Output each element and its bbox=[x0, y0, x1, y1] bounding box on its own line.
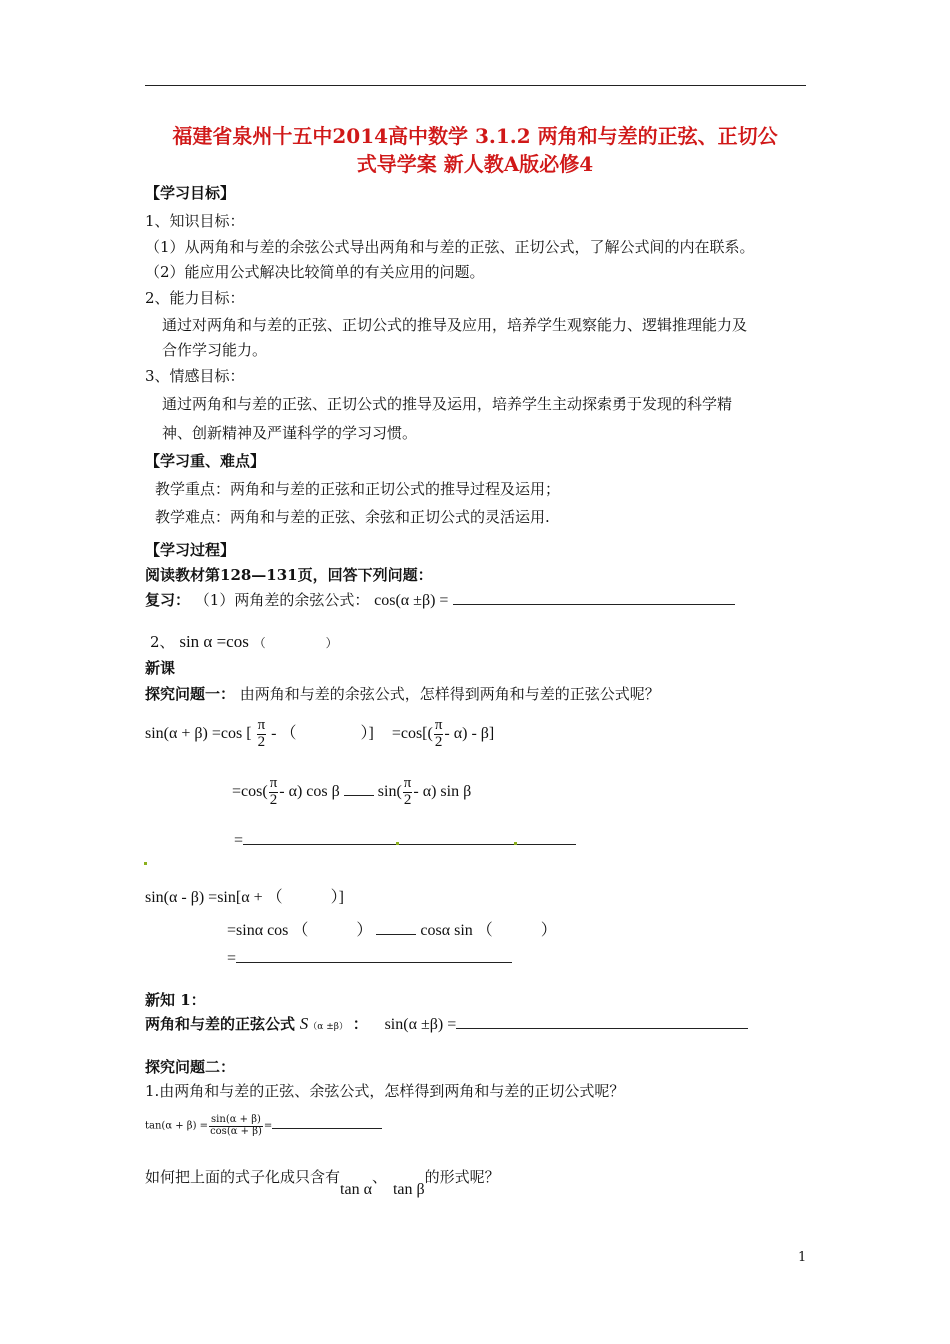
question-sep: 、 bbox=[371, 1168, 387, 1186]
eq1-frac bbox=[257, 718, 267, 751]
eq6-blank[interactable] bbox=[236, 948, 512, 963]
sine-formula-expr: sin(α ±β) = bbox=[384, 1016, 457, 1033]
eq1-two-2: 2 bbox=[434, 733, 443, 750]
eq1 bbox=[145, 718, 494, 751]
process-heading: 【学习过程】 bbox=[145, 541, 236, 559]
title-line-1: 福建省泉州十五中2014高中数学 3.1.2 两角和与差的正弦、正切公 bbox=[172, 124, 778, 148]
review-formula2-paren: （ ） bbox=[253, 636, 338, 650]
goal3-text-line1: 通过两角和与差的正弦、正切公式的推导及运用，培养学生主动探索勇于发现的科学精 bbox=[162, 395, 733, 413]
eq1-pi-2: π bbox=[434, 717, 443, 733]
tan-formula bbox=[145, 1115, 382, 1137]
artifact-dot bbox=[396, 842, 399, 845]
eq2-two-2: 2 bbox=[403, 791, 412, 808]
question-text-a: 如何把上面的式子化成只含有 bbox=[145, 1168, 341, 1186]
eq5 bbox=[227, 920, 557, 940]
eq1-rhs-end: - α) - β] bbox=[444, 724, 495, 742]
title-line-2: 式导学案 新人教A版必修4 bbox=[356, 152, 594, 176]
tan-eq: = bbox=[263, 1120, 273, 1132]
eq2-pi: π bbox=[269, 775, 278, 791]
eq2 bbox=[232, 776, 471, 809]
eq1-lhs: sin(α + β) =cos bbox=[145, 724, 243, 742]
tan-num: sin(α + β) bbox=[211, 1114, 261, 1125]
review-blank1[interactable] bbox=[453, 590, 735, 605]
goal1-item2: （2）能应用公式解决比较简单的有关应用的问题。 bbox=[145, 263, 485, 281]
goal2-text-line2: 合作学习能力。 bbox=[162, 341, 268, 359]
sine-formula-colon: ： bbox=[352, 1015, 368, 1033]
reading-task: 阅读教材第128—131页，回答下列问题： bbox=[145, 566, 433, 584]
tan-frac bbox=[209, 1115, 263, 1137]
eq1-rhs-start: =cos[( bbox=[391, 724, 433, 742]
goal3-text-line2: 神、创新精神及严谨科学的学习习惯。 bbox=[162, 424, 418, 442]
eq1-bracket: [ bbox=[246, 724, 252, 742]
eq2-frac bbox=[269, 776, 279, 809]
review-item1: （1）两角差的余弦公式： bbox=[194, 591, 370, 609]
page-number: 1 bbox=[798, 1250, 807, 1265]
explore2-label: 探究问题二： bbox=[145, 1058, 236, 1076]
artifact-dot bbox=[144, 862, 147, 865]
eq2-blank[interactable] bbox=[344, 781, 374, 796]
tan-blank[interactable] bbox=[272, 1118, 382, 1129]
sine-formula-sub: （α ±β） bbox=[308, 1022, 348, 1032]
eq4: sin(α - β) =sin[α + （ ）] bbox=[145, 889, 344, 906]
eq5-a: =sinα cos （ ） bbox=[227, 922, 373, 939]
eq2-end: - α) sin β bbox=[413, 782, 472, 800]
goal1-heading: 1、知识目标： bbox=[145, 212, 245, 230]
eq1-frac-2 bbox=[434, 718, 444, 751]
eq6-start: = bbox=[227, 950, 237, 967]
eq2-pi-2: π bbox=[403, 775, 412, 791]
goal2-text-line1: 通过对两角和与差的正弦、正切公式的推导及应用，培养学生观察能力、逻辑推理能力及 bbox=[162, 316, 748, 334]
eq1-two: 2 bbox=[257, 733, 266, 750]
review-item2-line bbox=[150, 632, 338, 652]
explore2-q1: 1.由两角和与差的正弦、余弦公式，怎样得到两角和与差的正切公式呢？ bbox=[145, 1082, 625, 1100]
eq5-b: cosα sin （ ） bbox=[420, 922, 557, 939]
difficult-point: 教学难点：两角和与差的正弦、余弦和正切公式的灵活运用. bbox=[155, 508, 550, 526]
review-label: 复习： bbox=[145, 591, 191, 609]
sine-formula-blank[interactable] bbox=[456, 1014, 748, 1029]
goals-heading: 【学习目标】 bbox=[145, 184, 236, 202]
new-lesson: 新课 bbox=[145, 659, 176, 677]
review-line bbox=[145, 590, 735, 610]
eq3 bbox=[234, 830, 576, 850]
question-tan-b: tan β bbox=[392, 1181, 425, 1198]
goal2-heading: 2、能力目标： bbox=[145, 289, 245, 307]
eq1-pi: π bbox=[257, 717, 266, 733]
tan-lhs: tan(α + β) = bbox=[145, 1120, 209, 1132]
key-heading: 【学习重、难点】 bbox=[145, 452, 266, 470]
eq5-blank[interactable] bbox=[376, 920, 416, 935]
sine-formula-label: 两角和与差的正弦公式 bbox=[145, 1015, 296, 1033]
key-point: 教学重点：两角和与差的正弦和正切公式的推导过程及运用； bbox=[155, 480, 561, 498]
eq2-frac-2 bbox=[403, 776, 413, 809]
eq2-two: 2 bbox=[269, 791, 278, 808]
review-formula1: cos(α ±β) = bbox=[374, 592, 449, 609]
question-line bbox=[145, 1168, 500, 1198]
explore1-line bbox=[145, 685, 660, 703]
artifact-dot bbox=[514, 842, 517, 845]
tan-den: cos(α + β) bbox=[210, 1125, 262, 1137]
header-rule bbox=[145, 85, 806, 86]
eq6 bbox=[227, 948, 512, 968]
sine-formula-symbol: S bbox=[299, 1014, 309, 1033]
explore1-label: 探究问题一： bbox=[145, 685, 236, 703]
review-item2-num: 2、 bbox=[150, 633, 175, 651]
question-tan-a: tan α bbox=[340, 1181, 372, 1198]
goal3-heading: 3、情感目标： bbox=[145, 367, 245, 385]
eq3-blank[interactable] bbox=[243, 830, 576, 845]
explore1-text: 由两角和与差的余弦公式，怎样得到两角和与差的正弦公式呢？ bbox=[239, 685, 660, 703]
review-formula2: sin α =cos bbox=[179, 632, 249, 651]
sine-formula-line bbox=[145, 1014, 748, 1034]
goal1-item1: （1）从两角和与差的余弦公式导出两角和与差的正弦、正切公式，了解公式间的内在联系。 bbox=[145, 238, 755, 256]
new-knowledge-1: 新知 1： bbox=[145, 991, 206, 1009]
eq2-sin: sin( bbox=[377, 782, 402, 800]
question-text-b: 的形式呢？ bbox=[424, 1168, 500, 1186]
eq1-minus-paren: - （ ）] bbox=[271, 724, 374, 742]
eq2-start: =cos( bbox=[232, 782, 268, 800]
eq2-mid: - α) cos β bbox=[279, 782, 340, 800]
eq3-start: = bbox=[234, 832, 244, 849]
